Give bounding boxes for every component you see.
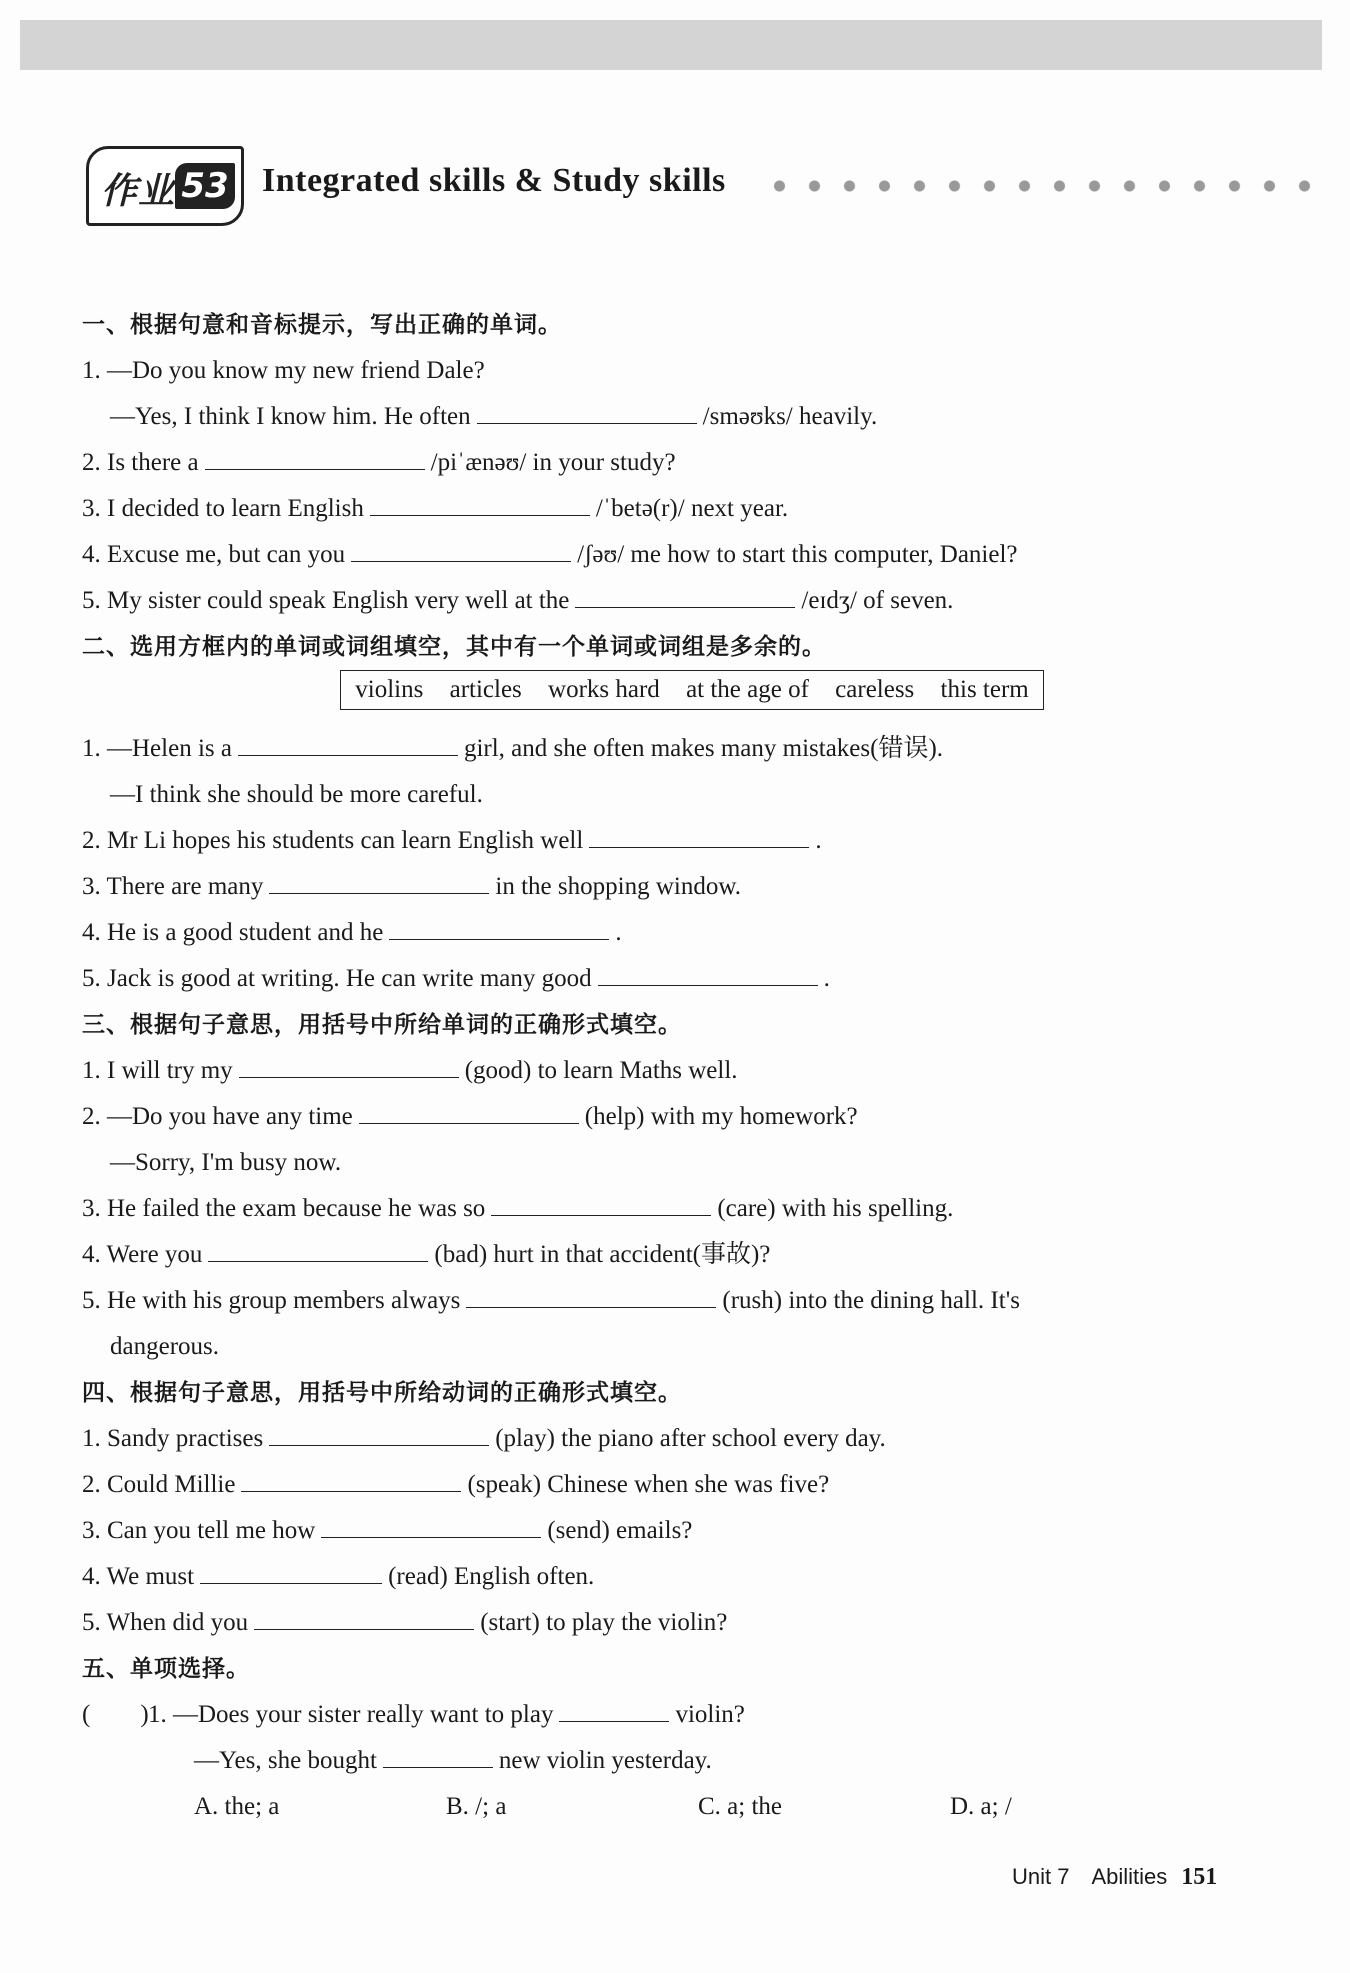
answer-blank[interactable]	[321, 1511, 541, 1538]
page-number: 151	[1181, 1864, 1218, 1890]
section-heading: 二、选用方框内的单词或词组填空，其中有一个单词或词组是多余的。	[82, 634, 826, 660]
word-option: this term	[940, 676, 1029, 703]
word-option: works hard	[548, 676, 660, 703]
footer-unit: Unit 7	[1012, 1864, 1070, 1889]
answer-blank[interactable]	[477, 397, 697, 424]
question-line: 3. I decided to learn English /ˈbetə(r)/ next year.	[82, 486, 1242, 532]
word-option: at the age of	[686, 676, 809, 703]
mc-question-line: —Yes, she bought new violin yesterday.	[82, 1738, 1242, 1784]
answer-blank[interactable]	[559, 1695, 669, 1722]
question-line: 2. Mr Li hopes his students can learn English well .	[82, 818, 1242, 864]
answer-blank[interactable]	[389, 913, 609, 940]
question-line: 1. Sandy practises (play) the piano after school every day.	[82, 1416, 1242, 1462]
question-line: 2. Is there a /piˈænəʊ/ in your study?	[82, 440, 1242, 486]
page-title: Integrated skills & Study skills	[262, 162, 726, 199]
question-line: 5. My sister could speak English very well at the /eɪdʒ/ of seven.	[82, 578, 1242, 624]
mc-question-line: ( )1. —Does your sister really want to play violin?	[82, 1692, 1242, 1738]
option-b[interactable]: B. /; a	[446, 1793, 507, 1820]
answer-blank[interactable]	[383, 1741, 493, 1768]
question-line: dangerous.	[110, 1333, 219, 1360]
option-d[interactable]: D. a; /	[950, 1793, 1012, 1820]
question-line: 4. Were you (bad) hurt in that accident(事故)?	[82, 1232, 1242, 1278]
question-line: 4. Excuse me, but can you /ʃəʊ/ me how to start this computer, Daniel?	[82, 532, 1242, 578]
answer-blank[interactable]	[359, 1097, 579, 1124]
section-heading: 一、根据句意和音标提示，写出正确的单词。	[82, 312, 562, 338]
word-option: violins	[355, 676, 424, 703]
answer-blank[interactable]	[491, 1189, 711, 1216]
footer-topic: Abilities	[1091, 1864, 1168, 1889]
section-heading: 四、根据句子意思，用括号中所给动词的正确形式填空。	[82, 1380, 682, 1406]
answer-blank[interactable]	[575, 581, 795, 608]
mc-options	[82, 1784, 1242, 1830]
answer-blank[interactable]	[589, 821, 809, 848]
question-line: 3. Can you tell me how (send) emails?	[82, 1508, 1242, 1554]
question-line: 4. He is a good student and he .	[82, 910, 1242, 956]
page-footer	[1012, 1864, 1217, 1891]
page-header	[82, 146, 1322, 228]
answer-blank[interactable]	[269, 867, 489, 894]
question-line: 1. —Do you know my new friend Dale?	[82, 357, 485, 384]
question-line: 5. When did you (start) to play the violin?	[82, 1600, 1242, 1646]
question-line: —Yes, I think I know him. He often /sməʊks/ heavily.	[82, 394, 1242, 440]
answer-blank[interactable]	[238, 729, 458, 756]
answer-blank[interactable]	[200, 1557, 382, 1584]
question-line: 3. He failed the exam because he was so (care) with his spelling.	[82, 1186, 1242, 1232]
answer-blank[interactable]	[239, 1051, 459, 1078]
question-line: —Sorry, I'm busy now.	[110, 1149, 342, 1176]
question-line: 2. Could Millie (speak) Chinese when she was five?	[82, 1462, 1242, 1508]
word-option: careless	[835, 676, 915, 703]
question-line: 1. I will try my (good) to learn Maths well.	[82, 1048, 1242, 1094]
answer-blank[interactable]	[254, 1603, 474, 1630]
scan-top-band	[20, 20, 1322, 70]
question-line: 2. —Do you have any time (help) with my homework?	[82, 1094, 1242, 1140]
section-heading: 三、根据句子意思，用括号中所给单词的正确形式填空。	[82, 1012, 682, 1038]
homework-badge	[86, 146, 244, 226]
dotted-rule	[762, 178, 1322, 194]
exercise-content	[82, 302, 1242, 1830]
option-c[interactable]: C. a; the	[698, 1793, 783, 1820]
answer-blank[interactable]	[598, 959, 818, 986]
answer-blank[interactable]	[241, 1465, 461, 1492]
question-line: 5. Jack is good at writing. He can write many good .	[82, 956, 1242, 1002]
question-line: 1. —Helen is a girl, and she often makes many mistakes(错误).	[82, 726, 1242, 772]
answer-blank[interactable]	[269, 1419, 489, 1446]
option-a[interactable]: A. the; a	[194, 1793, 280, 1820]
question-line: 5. He with his group members always (rush) into the dining hall. It's	[82, 1278, 1242, 1324]
answer-blank[interactable]	[370, 489, 590, 516]
badge-number: 53	[175, 163, 235, 209]
answer-blank[interactable]	[205, 443, 425, 470]
badge-label: 作业	[101, 171, 176, 212]
word-option: articles	[449, 676, 522, 703]
section-heading: 五、单项选择。	[82, 1656, 250, 1682]
answer-blank[interactable]	[351, 535, 571, 562]
answer-blank[interactable]	[466, 1281, 716, 1308]
question-line: 4. We must (read) English often.	[82, 1554, 1242, 1600]
word-box-row	[82, 670, 1242, 726]
answer-blank[interactable]	[208, 1235, 428, 1262]
question-line: —I think she should be more careful.	[110, 781, 483, 808]
word-box	[340, 670, 1043, 710]
answer-parentheses[interactable]: ( )	[82, 1701, 149, 1728]
question-line: 3. There are many in the shopping window.	[82, 864, 1242, 910]
